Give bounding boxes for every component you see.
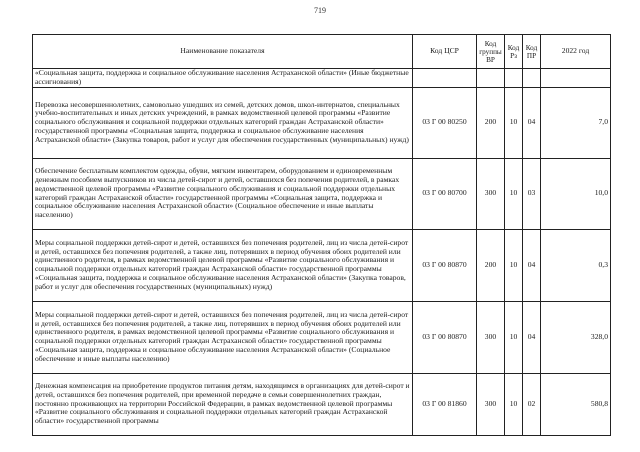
row-pr: 03 <box>523 158 541 229</box>
row-rz: 10 <box>505 158 523 229</box>
header-csr: Код ЦСР <box>413 35 477 69</box>
table-row <box>33 87 611 158</box>
row-csr: 03 Г 00 80700 <box>413 158 477 229</box>
header-vr: Код группы ВР <box>477 35 505 69</box>
table-row <box>33 158 611 229</box>
header-year: 2022 год <box>541 35 611 69</box>
row-csr: 03 Г 00 80870 <box>413 229 477 301</box>
row-name: Меры социальной поддержки детей-сирот и детей, оставшихся без попечения родителей, лиц из числа детей-сирот и детей, оставшихся без попечения родителей, а также лиц, потерявших в период обучения обоих родителей или единственного родителя, в рамках ведомственной целевой программы «Развитие социального обслуживания и социальной поддержки отдельных категорий граждан Астраханской области» государственной программы «Социальная защита, поддержка и социальное обслуживание населения Астраханской области» (Социальное обеспечение и иные выплаты населению) <box>33 301 413 373</box>
row-amount: 0,3 <box>541 229 611 301</box>
budget-table <box>32 34 611 436</box>
row-pr: 04 <box>523 301 541 373</box>
row-pr: 04 <box>523 87 541 158</box>
row-pr: 02 <box>523 373 541 435</box>
row-vr: 300 <box>477 158 505 229</box>
table-header-row <box>33 35 611 69</box>
row-amount: 328,0 <box>541 301 611 373</box>
header-name: Наименование показателя <box>33 35 413 69</box>
row-pr: 04 <box>523 229 541 301</box>
row-rz <box>505 69 523 88</box>
row-csr <box>413 69 477 88</box>
row-rz: 10 <box>505 301 523 373</box>
row-name: Денежная компенсация на приобретение продуктов питания детям, находящимся в организациях для детей-сирот и детей, оставшихся без попечения родителей, при временной передаче в семьи совершеннолетних граждан, постоянно проживающих на территории Российской Федерации, в рамках ведомственной целевой программы «Развитие социального обслуживания и социальной поддержки отдельных категорий граждан Астраханской области» государственной программы <box>33 373 413 435</box>
row-vr: 200 <box>477 87 505 158</box>
row-pr <box>523 69 541 88</box>
row-amount <box>541 69 611 88</box>
row-amount: 580,8 <box>541 373 611 435</box>
table-row <box>33 301 611 373</box>
row-vr: 300 <box>477 301 505 373</box>
table-row <box>33 229 611 301</box>
row-rz: 10 <box>505 87 523 158</box>
row-csr: 03 Г 00 81860 <box>413 373 477 435</box>
row-vr <box>477 69 505 88</box>
row-name: Меры социальной поддержки детей-сирот и детей, оставшихся без попечения родителей, лиц из числа детей-сирот и детей, оставшихся без попечения родителей, а также лиц, потерявших в период обучения обоих родителей или единственного родителя, в рамках ведомственной целевой программы «Развитие социального обслуживания и социальной поддержки отдельных категорий граждан Астраханской области» государственной программы «Социальная защита, поддержка и социальное обслуживание населения Астраханской области» (Закупка товаров, работ и услуг для обеспечения государственных (муниципальных) нужд) <box>33 229 413 301</box>
page-number: 719 <box>314 6 326 15</box>
header-pr: Код ПР <box>523 35 541 69</box>
row-rz: 10 <box>505 229 523 301</box>
row-name: Обеспечение бесплатным комплектом одежды, обуви, мягким инвентарем, оборудованием и единовременным денежным пособием выпускников из числа детей-сирот и детей, оставшихся без попечения родителей, в рамках ведомственной целевой программы «Развитие социального обслуживания и социальной поддержки отдельных категорий граждан Астраханской области» государственной программы «Социальная защита, поддержка и социальное обслуживание населения Астраханской области» (Социальное обеспечение и иные выплаты населению) <box>33 158 413 229</box>
row-csr: 03 Г 00 80870 <box>413 301 477 373</box>
table-row <box>33 373 611 435</box>
table-row <box>33 69 611 88</box>
row-name: «Социальная защита, поддержка и социальное обслуживание населения Астраханской области» (Иные бюджетные ассигнования) <box>33 69 413 88</box>
row-amount: 10,0 <box>541 158 611 229</box>
row-name: Перевозка несовершеннолетних, самовольно ушедших из семей, детских домов, школ-интернатов, специальных учебно-воспитательных и иных детских учреждений, в рамках ведомственной целевой программы «Развитие социального обслуживания и социальной поддержки отдельных категорий граждан Астраханской области» государственной программы «Социальная защита, поддержка и социальное обслуживание населения Астраханской области» (Закупка товаров, работ и услуг для обеспечения государственных (муниципальных) нужд) <box>33 87 413 158</box>
header-rz: Код Рз <box>505 35 523 69</box>
row-amount: 7,0 <box>541 87 611 158</box>
row-vr: 200 <box>477 229 505 301</box>
row-csr: 03 Г 00 80250 <box>413 87 477 158</box>
row-vr: 300 <box>477 373 505 435</box>
row-rz: 10 <box>505 373 523 435</box>
